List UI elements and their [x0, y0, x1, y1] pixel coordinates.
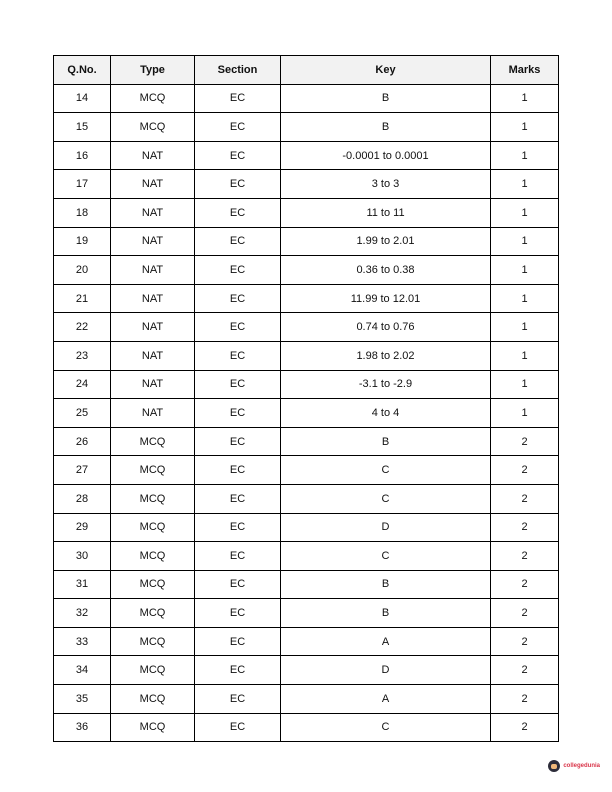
table-row: [54, 399, 559, 428]
cell-type: NAT: [111, 141, 195, 170]
cell-qno: 28: [54, 484, 111, 513]
cell-type: MCQ: [111, 113, 195, 142]
cell-section: EC: [195, 427, 281, 456]
table-header-row: [54, 56, 559, 85]
table-row: [54, 227, 559, 256]
cell-qno: 32: [54, 599, 111, 628]
cell-key: 1.98 to 2.02: [281, 341, 491, 370]
table-row: [54, 456, 559, 485]
table-row: [54, 256, 559, 285]
cell-key: 4 to 4: [281, 399, 491, 428]
cell-section: EC: [195, 399, 281, 428]
table-row: [54, 427, 559, 456]
cell-type: NAT: [111, 313, 195, 342]
cell-qno: 16: [54, 141, 111, 170]
cell-key: A: [281, 685, 491, 714]
cell-marks: 1: [491, 370, 559, 399]
table-row: [54, 570, 559, 599]
table-row: [54, 84, 559, 113]
cell-type: MCQ: [111, 570, 195, 599]
cell-section: EC: [195, 456, 281, 485]
cell-key: 3 to 3: [281, 170, 491, 199]
cell-key: 0.36 to 0.38: [281, 256, 491, 285]
cell-section: EC: [195, 570, 281, 599]
cell-key: D: [281, 513, 491, 542]
table-row: [54, 599, 559, 628]
cell-section: EC: [195, 370, 281, 399]
table-row: [54, 198, 559, 227]
cell-type: NAT: [111, 227, 195, 256]
cell-section: EC: [195, 141, 281, 170]
cell-section: EC: [195, 113, 281, 142]
cell-type: NAT: [111, 170, 195, 199]
table-row: [54, 141, 559, 170]
cell-section: EC: [195, 656, 281, 685]
cell-section: EC: [195, 484, 281, 513]
cell-qno: 18: [54, 198, 111, 227]
cell-qno: 26: [54, 427, 111, 456]
cell-key: D: [281, 656, 491, 685]
cell-marks: 2: [491, 627, 559, 656]
cell-marks: 2: [491, 427, 559, 456]
cell-type: MCQ: [111, 627, 195, 656]
collegedunia-logo: [548, 760, 600, 772]
table-row: [54, 284, 559, 313]
cell-marks: 2: [491, 656, 559, 685]
cell-type: MCQ: [111, 513, 195, 542]
cell-section: EC: [195, 341, 281, 370]
cell-qno: 15: [54, 113, 111, 142]
cell-section: EC: [195, 170, 281, 199]
cell-qno: 24: [54, 370, 111, 399]
table-row: [54, 313, 559, 342]
cell-key: 1.99 to 2.01: [281, 227, 491, 256]
cell-marks: 2: [491, 513, 559, 542]
table-row: [54, 627, 559, 656]
cell-qno: 21: [54, 284, 111, 313]
header-type: Type: [111, 56, 195, 85]
cell-qno: 19: [54, 227, 111, 256]
cell-marks: 1: [491, 227, 559, 256]
cell-key: B: [281, 113, 491, 142]
header-marks: Marks: [491, 56, 559, 85]
cell-section: EC: [195, 542, 281, 571]
table-row: [54, 484, 559, 513]
answer-key-table: [53, 55, 559, 742]
cell-key: B: [281, 84, 491, 113]
cell-type: MCQ: [111, 484, 195, 513]
header-key: Key: [281, 56, 491, 85]
cell-type: MCQ: [111, 685, 195, 714]
cell-section: EC: [195, 256, 281, 285]
header-qno: Q.No.: [54, 56, 111, 85]
table-row: [54, 542, 559, 571]
cell-qno: 20: [54, 256, 111, 285]
cell-type: MCQ: [111, 456, 195, 485]
cell-qno: 27: [54, 456, 111, 485]
cell-key: B: [281, 427, 491, 456]
cell-type: MCQ: [111, 427, 195, 456]
cell-section: EC: [195, 284, 281, 313]
table-row: [54, 341, 559, 370]
cell-key: C: [281, 713, 491, 742]
cell-key: 11.99 to 12.01: [281, 284, 491, 313]
cell-type: MCQ: [111, 656, 195, 685]
cell-section: EC: [195, 685, 281, 714]
header-section: Section: [195, 56, 281, 85]
table-row: [54, 713, 559, 742]
cell-key: C: [281, 484, 491, 513]
cell-key: -0.0001 to 0.0001: [281, 141, 491, 170]
cell-section: EC: [195, 313, 281, 342]
cell-key: A: [281, 627, 491, 656]
cell-qno: 25: [54, 399, 111, 428]
cell-section: EC: [195, 227, 281, 256]
table-body: [54, 84, 559, 742]
cell-marks: 2: [491, 599, 559, 628]
cell-marks: 1: [491, 284, 559, 313]
cell-key: C: [281, 456, 491, 485]
cell-qno: 31: [54, 570, 111, 599]
cell-section: EC: [195, 627, 281, 656]
cell-type: MCQ: [111, 84, 195, 113]
cell-qno: 14: [54, 84, 111, 113]
cell-key: B: [281, 599, 491, 628]
table-row: [54, 113, 559, 142]
cell-qno: 36: [54, 713, 111, 742]
cell-key: 0.74 to 0.76: [281, 313, 491, 342]
cell-type: MCQ: [111, 542, 195, 571]
cell-type: NAT: [111, 341, 195, 370]
cell-marks: 2: [491, 713, 559, 742]
cell-section: EC: [195, 198, 281, 227]
cell-qno: 35: [54, 685, 111, 714]
cell-qno: 33: [54, 627, 111, 656]
table-row: [54, 656, 559, 685]
table-row: [54, 685, 559, 714]
table-row: [54, 370, 559, 399]
cell-section: EC: [195, 713, 281, 742]
cell-qno: 29: [54, 513, 111, 542]
cell-qno: 34: [54, 656, 111, 685]
collegedunia-logo-icon: [548, 760, 560, 772]
cell-key: B: [281, 570, 491, 599]
cell-marks: 1: [491, 341, 559, 370]
cell-marks: 1: [491, 141, 559, 170]
cell-marks: 1: [491, 170, 559, 199]
cell-type: MCQ: [111, 713, 195, 742]
cell-type: MCQ: [111, 599, 195, 628]
cell-key: 11 to 11: [281, 198, 491, 227]
cell-type: NAT: [111, 198, 195, 227]
table-row: [54, 513, 559, 542]
cell-marks: 1: [491, 399, 559, 428]
cell-qno: 17: [54, 170, 111, 199]
cell-type: NAT: [111, 256, 195, 285]
cell-marks: 1: [491, 256, 559, 285]
cell-qno: 23: [54, 341, 111, 370]
cell-section: EC: [195, 513, 281, 542]
table-row: [54, 170, 559, 199]
cell-type: NAT: [111, 284, 195, 313]
cell-marks: 2: [491, 570, 559, 599]
cell-key: -3.1 to -2.9: [281, 370, 491, 399]
logo-name: collegedunia: [563, 763, 600, 769]
cell-marks: 1: [491, 198, 559, 227]
cell-marks: 2: [491, 542, 559, 571]
cell-key: C: [281, 542, 491, 571]
cell-qno: 30: [54, 542, 111, 571]
cell-marks: 1: [491, 313, 559, 342]
cell-section: EC: [195, 599, 281, 628]
cell-marks: 2: [491, 456, 559, 485]
cell-type: NAT: [111, 399, 195, 428]
cell-marks: 1: [491, 113, 559, 142]
cell-marks: 2: [491, 484, 559, 513]
cell-type: NAT: [111, 370, 195, 399]
cell-marks: 1: [491, 84, 559, 113]
cell-marks: 2: [491, 685, 559, 714]
cell-qno: 22: [54, 313, 111, 342]
cell-section: EC: [195, 84, 281, 113]
